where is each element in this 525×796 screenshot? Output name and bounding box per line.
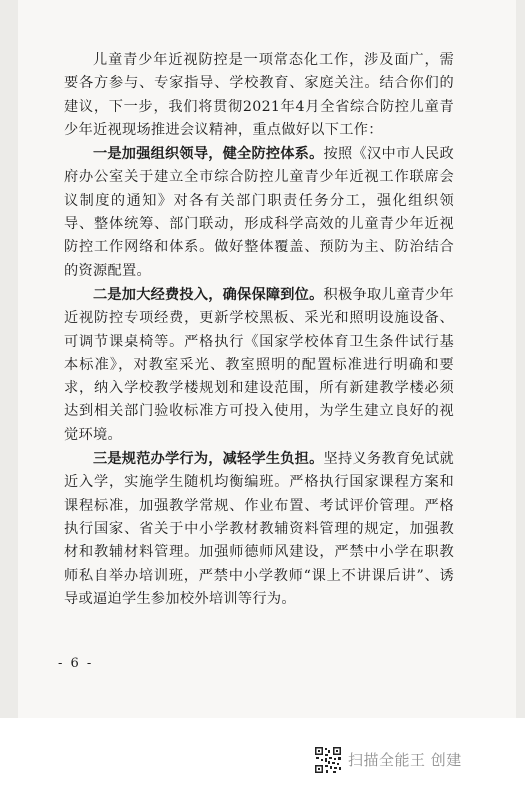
page-number: - 6 -: [58, 656, 94, 671]
paragraph-text: 按照《汉中市人民政府办公室关于建立全市综合防控儿童青少年近视工作联席会议制度的通知》对各有关部门职责任务分工，强化组织领导、整体统筹、部门联动，形成科学高效的儿童青少年近视防控工作网络和体系。做好整体覆盖、预防为主、防治结合的资源配置。: [64, 146, 455, 279]
section-heading: 三是规范办学行为，减轻学生负担。: [93, 451, 324, 468]
scanner-footer: [0, 718, 525, 796]
scanner-watermark: 扫描全能王 创建: [348, 751, 462, 769]
paragraph-text: 积极争取儿童青少年近视防控专项经费，更新学校黑板、采光和照明设施设备、可调节课桌椅等。严格执行《国家学校体育卫生条件试行基本标准》，对教室采光、教室照明的配置标准进行明确和要求，纳入学校教学楼规划和建设范围，所有新建教学楼必须达到相关部门验收标准方可投入使用，为学生建立良好的视觉环境。: [64, 286, 455, 443]
section-heading: 二是加大经费投入，确保保障到位。: [93, 286, 324, 303]
document-body: [64, 49, 454, 611]
paragraph-text: 坚持义务教育免试就近入学，实施学生随机均衡编班。严格执行国家课程方案和课程标准，加强教学常规、作业布置、考试评价管理。严格执行国家、省关于中小学教材教辅资料管理的规定，加强教材和教辅材料管理。加强师德师风建设，严禁中小学在职教师私自举办培训班，严禁中小学教师“课上不讲课后讲”、诱导或逼迫学生参加校外培训等行为。: [64, 451, 455, 607]
section-heading: 一是加强组织领导，健全防控体系。: [93, 146, 324, 163]
qr-code-icon: [314, 746, 342, 774]
paragraph-section-2: [64, 284, 454, 447]
paragraph-text: 儿童青少年近视防控是一项常态化工作，涉及面广，需要各方参与、专家指导、学校教育、家庭关注。结合你们的建议，下一步，我们将贯彻2021年4月全省综合防控儿童青少年近视现场推进会议精神，重点做好以下工作：: [64, 52, 454, 138]
paragraph-intro: [64, 49, 454, 142]
paragraph-section-1: [64, 143, 454, 283]
paragraph-section-3: [64, 448, 454, 611]
